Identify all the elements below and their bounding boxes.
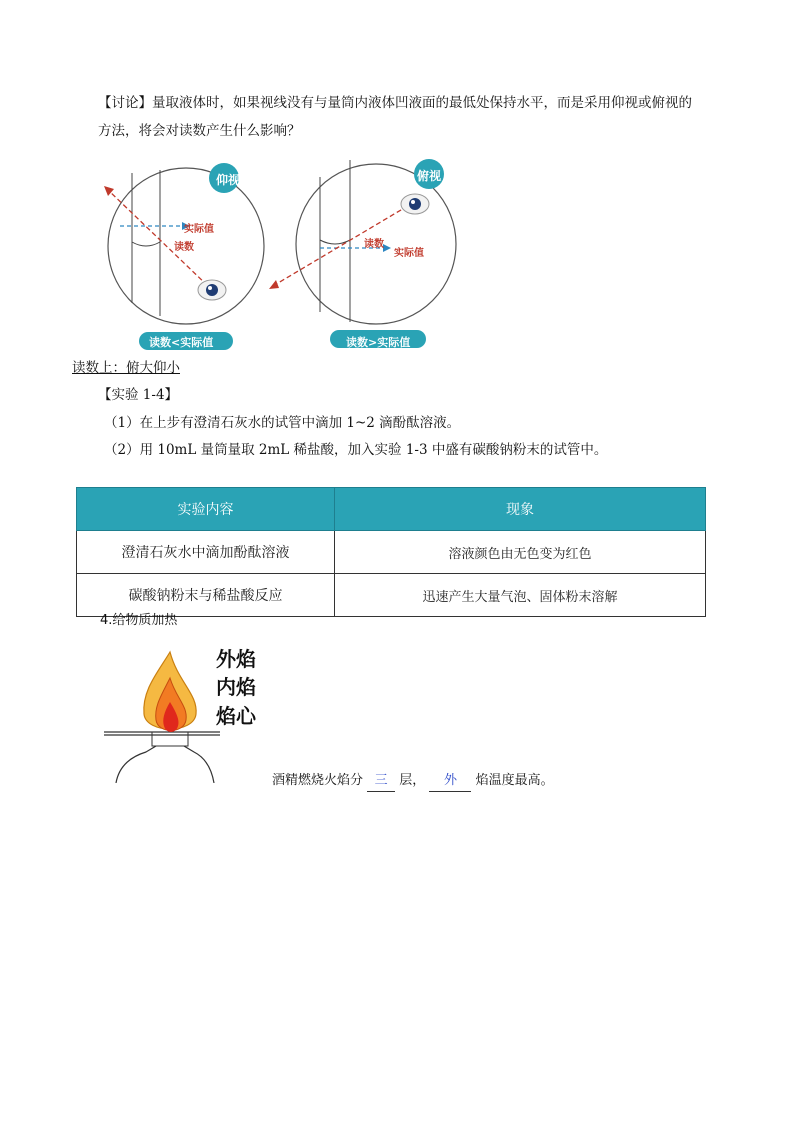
sentence-part-3: 焰温度最高。: [475, 773, 554, 788]
eye-pupil: [206, 284, 218, 296]
header-content: 实验内容: [77, 488, 335, 531]
sight-arrow: [269, 280, 279, 289]
experiment-title: 【实验 1-4】: [98, 387, 179, 403]
blank-hottest: 外: [429, 771, 471, 792]
caption-looking-up: 读数<实际值: [149, 336, 214, 349]
heating-heading: 4.给物质加热: [100, 613, 178, 628]
experiment-step-1: （1）在上步有澄清石灰水的试管中滴加 1~2 滴酚酞溶液。: [104, 415, 461, 431]
discussion-line-2: 方法，将会对读数产生什么影响？: [98, 123, 301, 139]
table-cell: 碳酸钠粉末与稀盐酸反应: [77, 574, 335, 617]
sentence-part-1: 酒精燃烧火焰分: [272, 773, 364, 788]
looking-up-diagram: [100, 158, 275, 358]
reading-rule: 读数上：俯大仰小: [72, 360, 180, 376]
experiment-step-2: （2）用 10mL 量筒量取 2mL 稀盐酸，加入实验 1-3 中盛有碳酸钠粉末的试管中。: [104, 442, 608, 458]
badge-looking-down: 俯视: [417, 169, 442, 183]
reading-label: 读数: [364, 239, 384, 250]
lamp-cap: [152, 732, 188, 746]
header-phenomenon: 现象: [335, 488, 706, 531]
actual-value-label: 实际值: [394, 248, 424, 259]
discussion-line-1: 【讨论】量取液体时，如果视线没有与量筒内液体凹液面的最低处保持水平，而是采用仰视或俯视的: [98, 95, 692, 111]
reading-label: 读数: [174, 242, 194, 253]
table-cell: 迅速产生大量气泡、固体粉末溶解: [335, 574, 706, 617]
outer-flame-label: 外焰: [216, 647, 256, 671]
experiment-table: [76, 487, 706, 617]
flame-sentence: [272, 771, 554, 792]
eye-pupil: [409, 198, 421, 210]
caption-looking-down: 读数>实际值: [346, 336, 411, 349]
actual-value-label: 实际值: [184, 224, 214, 235]
blank-layers: 三: [367, 771, 395, 792]
alcohol-lamp-flame-illustration: [104, 648, 224, 783]
table-header-row: [77, 488, 706, 531]
inner-flame-label: 内焰: [216, 675, 256, 699]
table-cell: 溶液颜色由无色变为红色: [335, 531, 706, 574]
table-row: [77, 531, 706, 574]
table-cell: 澄清石灰水中滴加酚酞溶液: [77, 531, 335, 574]
flame-core-label: 焰心: [216, 704, 256, 728]
badge-looking-up: 仰视: [216, 173, 241, 187]
sentence-part-2: 层，: [399, 773, 426, 788]
